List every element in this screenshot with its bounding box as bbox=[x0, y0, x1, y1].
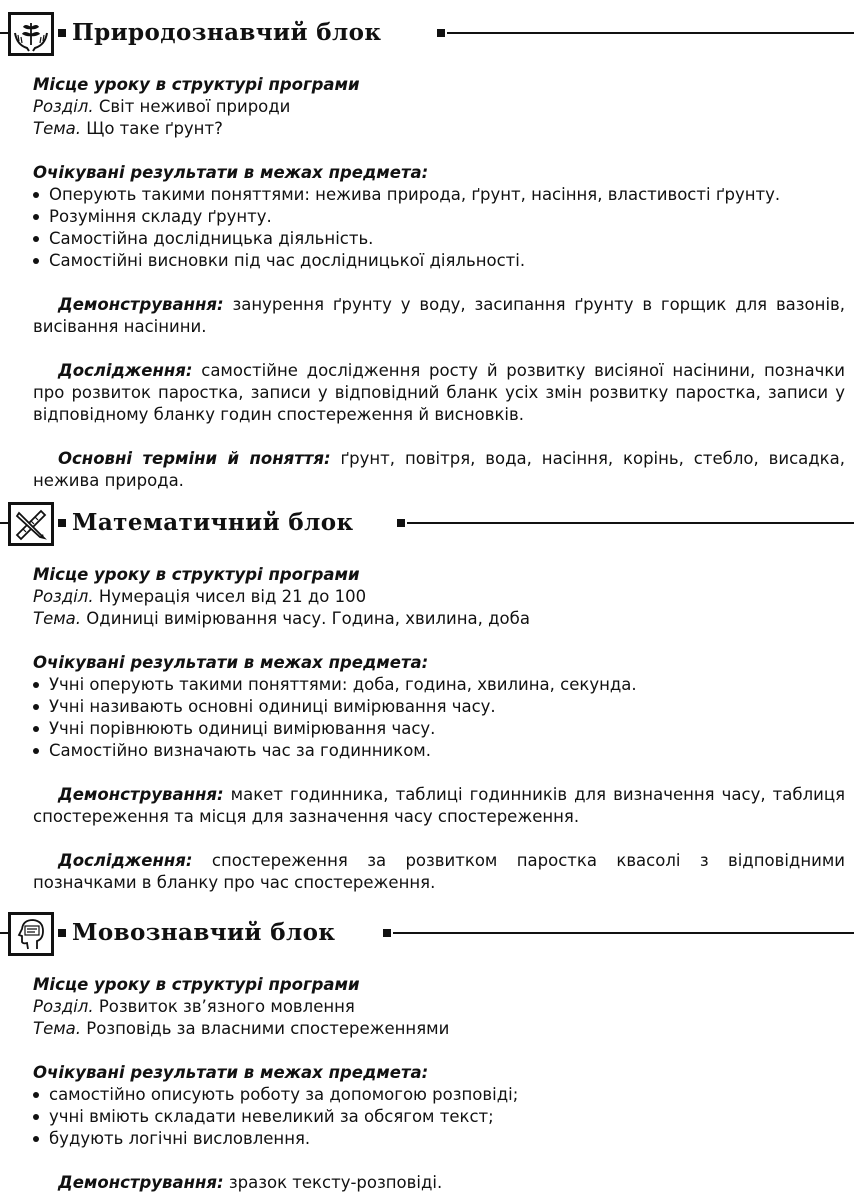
nature-block-title: Природознавчий блок bbox=[72, 19, 382, 46]
lesson-place-heading: Місце уроку в структурі програми bbox=[33, 565, 360, 584]
topic-line bbox=[33, 608, 845, 630]
section-line bbox=[33, 96, 845, 118]
results-list bbox=[33, 184, 845, 272]
demonstration-label: Демонстрування: bbox=[58, 1173, 224, 1192]
section-line bbox=[33, 586, 845, 608]
lesson-place-heading: Місце уроку в структурі програми bbox=[33, 975, 360, 994]
section-value: Світ неживої природи bbox=[98, 97, 291, 116]
topic-value: Одиниці вимірювання часу. Година, хвилина, доба bbox=[86, 609, 530, 628]
research-paragraph bbox=[33, 360, 845, 426]
language-block bbox=[0, 910, 854, 1194]
nature-block bbox=[0, 10, 854, 492]
demonstration-paragraph bbox=[33, 1172, 845, 1194]
demonstration-paragraph bbox=[33, 294, 845, 338]
topic-value: Що таке ґрунт? bbox=[86, 119, 223, 138]
topic-label: Тема. bbox=[33, 609, 82, 628]
section-line bbox=[33, 996, 845, 1018]
demonstration-label: Демонстрування: bbox=[58, 785, 224, 804]
speaking-head-icon bbox=[8, 912, 54, 956]
research-text: спостереження за розвитком паростка квасолі з відповідними позначками в бланку про час спостереження. bbox=[33, 851, 846, 892]
section-label: Розділ. bbox=[33, 587, 94, 606]
topic-line bbox=[33, 118, 845, 140]
list-item: Розуміння складу ґрунту. bbox=[33, 206, 845, 228]
nature-content bbox=[33, 74, 845, 492]
results-list bbox=[33, 674, 845, 762]
demonstration-text: зразок тексту-розповіді. bbox=[228, 1173, 443, 1192]
terms-paragraph bbox=[33, 448, 845, 492]
math-block-title: Математичний блок bbox=[72, 509, 354, 536]
terms-text: ґрунт, повітря, вода, насіння, корінь, стебло, висадка, нежива природа. bbox=[33, 449, 845, 490]
math-block bbox=[0, 500, 854, 894]
section-label: Розділ. bbox=[33, 997, 94, 1016]
list-item: Учні оперують такими поняттями: доба, година, хвилина, секунда. bbox=[33, 674, 845, 696]
demonstration-label: Демонстрування: bbox=[58, 295, 224, 314]
topic-label: Тема. bbox=[33, 1019, 82, 1038]
topic-label: Тема. bbox=[33, 119, 82, 138]
math-content bbox=[33, 564, 845, 894]
ruler-pencil-icon bbox=[8, 502, 54, 546]
lesson-place-heading: Місце уроку в структурі програми bbox=[33, 75, 360, 94]
research-label: Дослідження: bbox=[58, 851, 193, 870]
section-label: Розділ. bbox=[33, 97, 94, 116]
language-block-title: Мовознавчий блок bbox=[72, 919, 336, 946]
demonstration-text: занурення ґрунту у воду, засипання ґрунту в горщик для вазонів, висівання насінини. bbox=[33, 295, 845, 336]
list-item: Учні називають основні одиниці вимірювання часу. bbox=[33, 696, 845, 718]
list-item: Самостійно визначають час за годинником. bbox=[33, 740, 845, 762]
language-block-header bbox=[0, 910, 854, 960]
list-item: Самостійна дослідницька діяльність. bbox=[33, 228, 845, 250]
section-value: Розвиток зв’язного мовлення bbox=[98, 997, 355, 1016]
list-item: самостійно описують роботу за допомогою розповіді; bbox=[33, 1084, 845, 1106]
demonstration-text: макет годинника, таблиці годинників для визначення часу, таблиця спостереження та місця для зазначення часу спостереження. bbox=[33, 785, 845, 826]
results-list bbox=[33, 1084, 845, 1150]
language-content bbox=[33, 974, 845, 1194]
results-heading: Очікувані результати в межах предмета: bbox=[33, 653, 429, 672]
research-paragraph bbox=[33, 850, 845, 894]
research-label: Дослідження: bbox=[58, 361, 193, 380]
results-heading: Очікувані результати в межах предмета: bbox=[33, 1063, 429, 1082]
results-heading: Очікувані результати в межах предмета: bbox=[33, 163, 429, 182]
list-item: Оперують такими поняттями: нежива природа, ґрунт, насіння, властивості ґрунту. bbox=[33, 184, 845, 206]
section-value: Нумерація чисел від 21 до 100 bbox=[98, 587, 367, 606]
list-item: Самостійні висновки під час дослідницької діяльності. bbox=[33, 250, 845, 272]
hands-plant-icon bbox=[8, 12, 54, 56]
nature-block-header bbox=[0, 10, 854, 60]
list-item: будують логічні висловлення. bbox=[33, 1128, 845, 1150]
demonstration-paragraph bbox=[33, 784, 845, 828]
research-text: самостійне дослідження росту й розвитку висіяної насінини, позначки про розвиток паростка, записи у відповідний бланк усіх змін розвитку паростка, записи у відповідному бланку годин спостереження й висновків. bbox=[33, 361, 846, 424]
topic-line bbox=[33, 1018, 845, 1040]
math-block-header bbox=[0, 500, 854, 550]
topic-value: Розповідь за власними спостереженнями bbox=[86, 1019, 450, 1038]
terms-label: Основні терміни й поняття: bbox=[58, 449, 331, 468]
list-item: Учні порівнюють одиниці вимірювання часу. bbox=[33, 718, 845, 740]
list-item: учні вміють складати невеликий за обсягом текст; bbox=[33, 1106, 845, 1128]
